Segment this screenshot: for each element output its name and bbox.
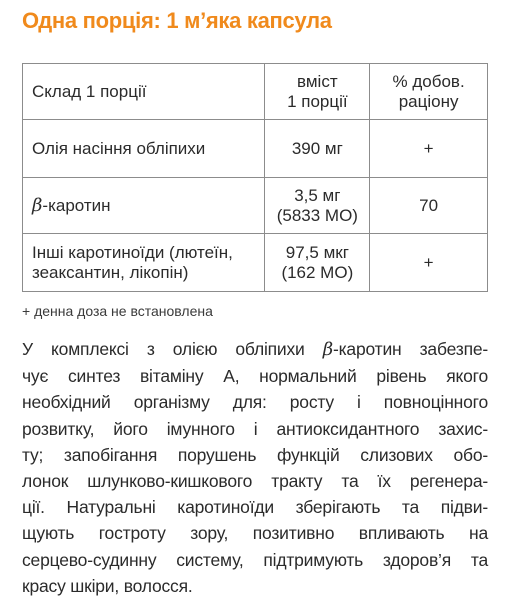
row-percent-text: + [423,138,434,158]
header-amount-text: вміст 1 порції [287,71,348,111]
row-name [23,178,265,234]
beta-symbol: β [322,339,333,360]
footnote: + денна доза не встановлена [22,303,213,319]
row-amount [265,178,370,234]
row-percent-text: 70 [419,195,439,215]
paragraph-line: чує синтез вітаміну А, нормальний рівень якого [22,366,488,387]
row-percent [370,234,488,292]
paragraph-line: У комплексі з олією обліпихи β-каротин забезпе- [22,339,489,360]
row-name-text: Олія насіння обліпихи [32,138,206,158]
row-amount-text: 97,5 мкг (162 МО) [281,242,354,282]
beta-symbol: β [32,194,43,216]
table-row [23,234,488,292]
paragraph-line: щують гостроту зору, позитивно впливають на [22,523,488,544]
table-row [23,178,488,234]
row-name-text: Інші каротиноїди (лютеїн, зеаксантин, лікопін) [32,242,233,282]
composition-table [22,63,488,292]
header-composition-text: Склад 1 порції [32,81,147,101]
row-name [23,234,265,292]
row-amount [265,120,370,178]
paragraph-line: ту; запобігання порушень функцій слизових обо- [22,444,488,465]
row-percent-text: + [423,252,434,272]
header-percent-text: % добов. раціону [392,71,465,111]
row-percent [370,178,488,234]
table-row [23,120,488,178]
row-amount [265,234,370,292]
description-paragraph [22,336,488,596]
header-amount [265,64,370,120]
paragraph-line: лонок шлунково-кишкового тракту та їх регенера- [22,471,488,492]
table-header-row [23,64,488,120]
paragraph-line: красу шкіри, волосся. [22,575,193,596]
row-amount-text: 390 мг [291,138,343,158]
row-percent [370,120,488,178]
paragraph-line: серцево-судинну систему, підтримують здоров’я та [22,549,488,570]
header-percent [370,64,488,120]
row-amount-text: 3,5 мг (5833 МО) [276,185,358,225]
paragraph-line: розвитку, його імунного і антиоксидантного захис- [22,418,488,439]
row-name [23,120,265,178]
row-name-text: -каротин [42,195,111,215]
paragraph-line: необхідний організму для: росту і повноцінного [22,392,488,413]
header-composition [23,64,265,120]
serving-heading: Одна порція: 1 м’яка капсула [22,8,332,33]
paragraph-line: ції. Натуральні каротиноїди зберігають та підви- [22,497,488,518]
